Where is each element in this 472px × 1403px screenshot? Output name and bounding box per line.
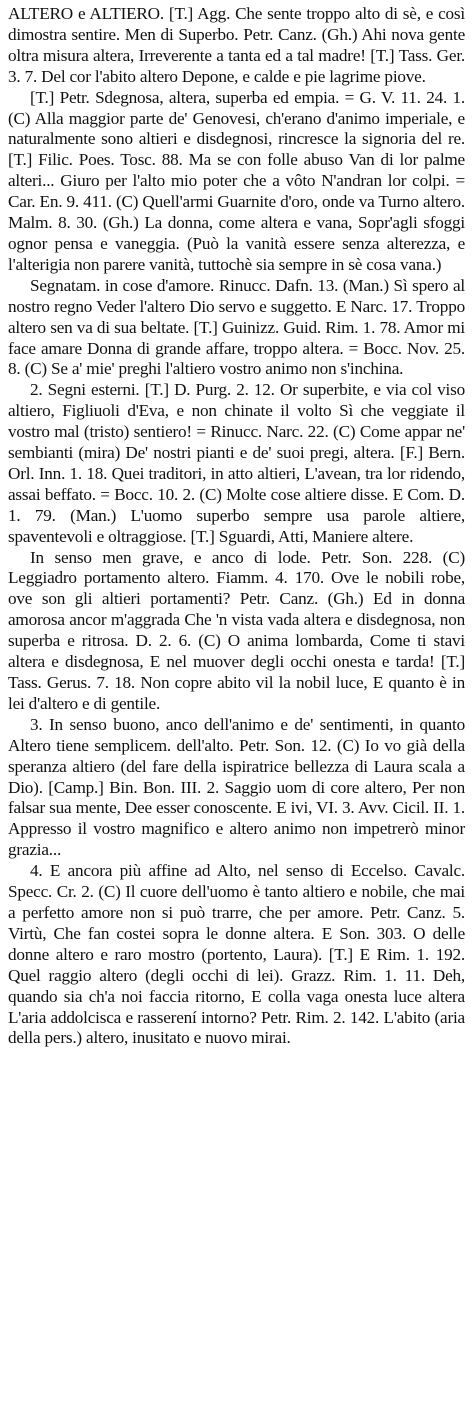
entry-paragraph: [8, 548, 465, 715]
entry-text: 4. E ancora più affine ad Alto, nel senso di Eccelso. Cavalc. Specc. Cr. 2. (C) Il cuore dell'uomo è tanto altiero e nobile, che mai a perfetto amore non si può trarre, che per amore. Petr. Canz. 5. Virtù, Che fan costei sopra le donne altera. E Son. 303. O delle donne altero e raro mostro (portento, Laura). [T.] E Rim. 1. 192. Quel raggio altero (degli occhi di lei). Grazz. Rim. 1. 11. Deh, quando sia ch'a noi faccia ritorno, E colla vaga onesta luce altera L'aria addolcisca e rasserení intorno? Petr. Rim. 2. 142. L'abito (aria della pers.) altero, inusitato e nuovo mirai.: [8, 861, 465, 1048]
entry-text: 2. Segni esterni. [T.] D. Purg. 2. 12. Or superbite, e via col viso altiero, Figliuoli d'Eva, e non chinate il volto Sì che veggiate il vostro mal (tristo) sentiero! = Rinucc. Narc. 22. (C) Come appar ne' sembianti (mira) De' nostri pianti e de' suoi pregi, altera. [F.] Bern. Orl. Inn. 1. 18. Quei traditori, in atto altieri, L'avean, tra lor ridendo, assai beffato. = Bocc. 10. 2. (C) Molte cose altiere disse. E Com. D. 1. 79. (Man.) L'uomo superbo sempre usa parole altiere, spaventevoli e oltraggiose. [T.] Sguardi, Atti, Maniere altere.: [8, 380, 465, 546]
entry-paragraph: [8, 276, 465, 381]
entry-text: ALTERO e ALTIERO. [T.] Agg. Che sente troppo alto di sè, e così dimostra sentire. Men di Superbo. Petr. Canz. (Gh.) Ahi nova gente oltra misura altera, Irreverente a tanta ed a tal madre! [T.] Tass. Ger. 3. 7. Del cor l'abito altero Depone, e calde e pie lagrime piove.: [8, 4, 465, 86]
entry-paragraph-sense-3: [8, 715, 465, 861]
entry-paragraph-sense-4: [8, 861, 465, 1049]
entry-paragraph: [8, 88, 465, 276]
entry-paragraph-sense-2: [8, 380, 465, 547]
entry-text: In senso men grave, e anco di lode. Petr. Son. 228. (C) Leggiadro portamento altero. Fiamm. 4. 170. Ove le nobili robe, ove son gli altieri portamenti? Petr. Canz. (Gh.) Ed in donna amorosa ancor m'aggrada Che 'n vista vada altera e disdegnosa, non superba e ritrosa. D. 2. 6. (C) O anima lombarda, Come ti stavi altera e disdegnosa, E nel muover degli occhi onesta e tarda! [T.] Tass. Gerus. 7. 18. Non copre abito vil la nobil luce, E quanto è in lei d'altero e di gentile.: [8, 547, 465, 713]
entry-text: 3. In senso buono, anco dell'animo e de' sentimenti, in quanto Altero tiene semplicem. dell'alto. Petr. Son. 12. (C) Io vo già della speranza altiero (del fare della ispiratrice bellezza di Laura scala a Dio). [Camp.] Bin. Bon. III. 2. Saggio uom di core altero, Per non falsar sua mente, Dee esser conoscente. E ivi, VI. 3. Avv. Cicil. II. 1. Appresso il vostro magnifico e altero animo non impetrerò minor grazia...: [8, 714, 465, 860]
entry-paragraph-headword: [8, 4, 465, 88]
entry-text: [T.] Petr. Sdegnosa, altera, superba ed empia. = G. V. 11. 24. 1. (C) Alla maggior parte de' Genovesi, ch'erano d'animo imperiale, e naturalmente sono altieri e disdegnosi, rincresce la signoria del re. [T.] Filic. Poes. Tosc. 88. Ma se con folle abuso Van di lor palme alteri... Giuro per l'alto mio poter che a vôto N'andran lor colpi. = Car. En. 9. 411. (C) Quell'armi Guarnite d'oro, onde va Turno altero. Malm. 8. 30. (Gh.) La donna, come altera e vana, Sopr'agli sfoggi ognor pensa e vaneggia. (Può la vanità essere senza alterezza, e l'alterigia non parere vanità, tuttochè sia sempre in sè cosa vana.): [8, 87, 465, 274]
entry-text: Segnatam. in cose d'amore. Rinucc. Dafn. 13. (Man.) Sì spero al nostro regno Veder l'altero Dio servo e suggetto. E Narc. 17. Troppo altero sen va di sua beltate. [T.] Guinizz. Guid. Rim. 1. 78. Amor mi face amare Donna di grande affare, troppo altera. = Bocc. Nov. 25. 8. (C) Se a' mie' preghi l'altiero vostro animo non s'inchina.: [8, 275, 465, 379]
